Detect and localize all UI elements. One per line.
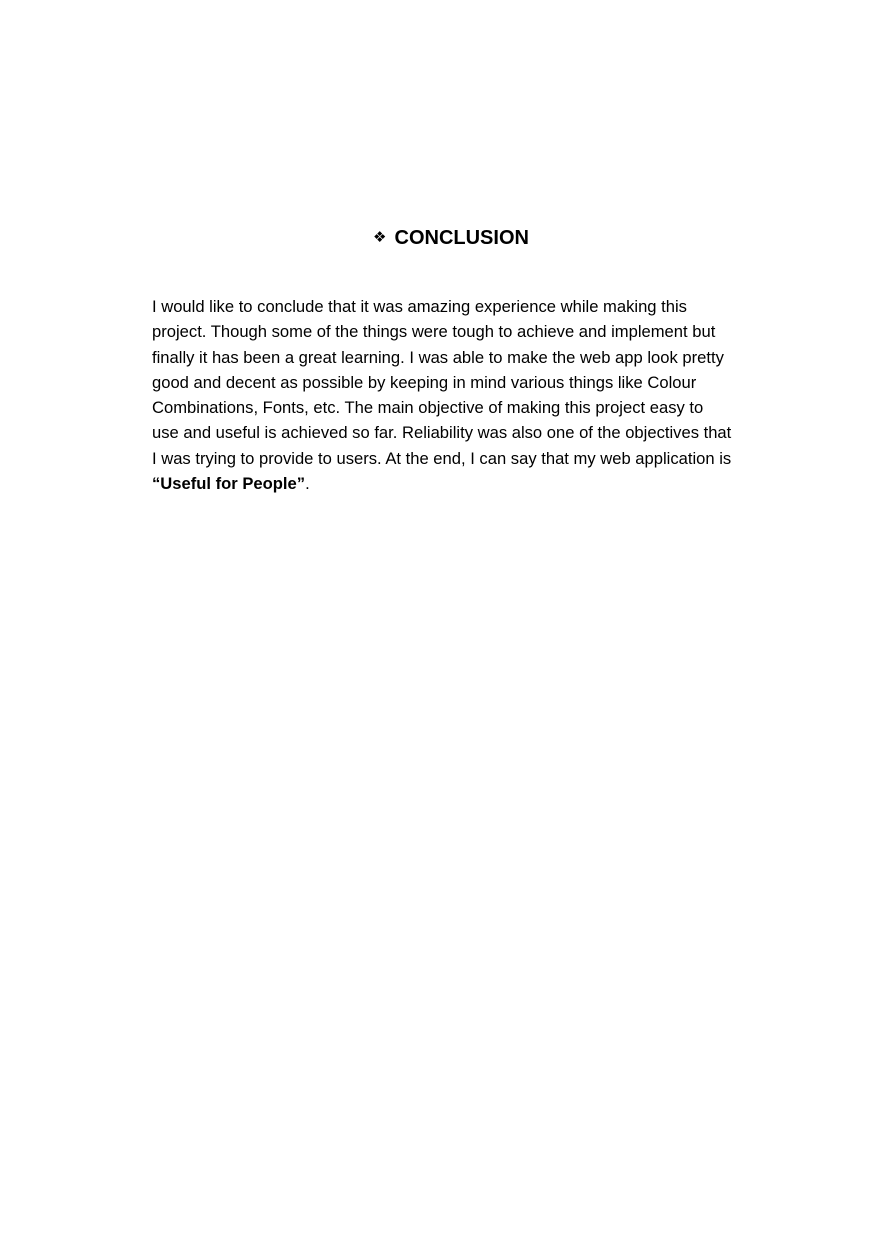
section-heading <box>0 224 880 252</box>
paragraph-ending: . <box>305 474 310 494</box>
diamond-bullet-icon: ❖ <box>373 229 387 246</box>
paragraph-emphasis: “Useful for People” <box>152 474 306 494</box>
conclusion-paragraph <box>152 294 732 496</box>
paragraph-text: I would like to conclude that it was amazing experience while making this project. Though some of the things were tough to achieve and implement but finally it has been a great learning. I was able to make the web app look pretty good and decent as possible by keeping in mind various things like Colour Combinations, Fonts, etc. The main objective of making this project easy to use and useful is achieved so far. Reliability was also one of the objectives that I was trying to provide to users. At the end, I can say that my web application is <box>152 297 732 468</box>
section-title: CONCLUSION <box>394 227 529 249</box>
